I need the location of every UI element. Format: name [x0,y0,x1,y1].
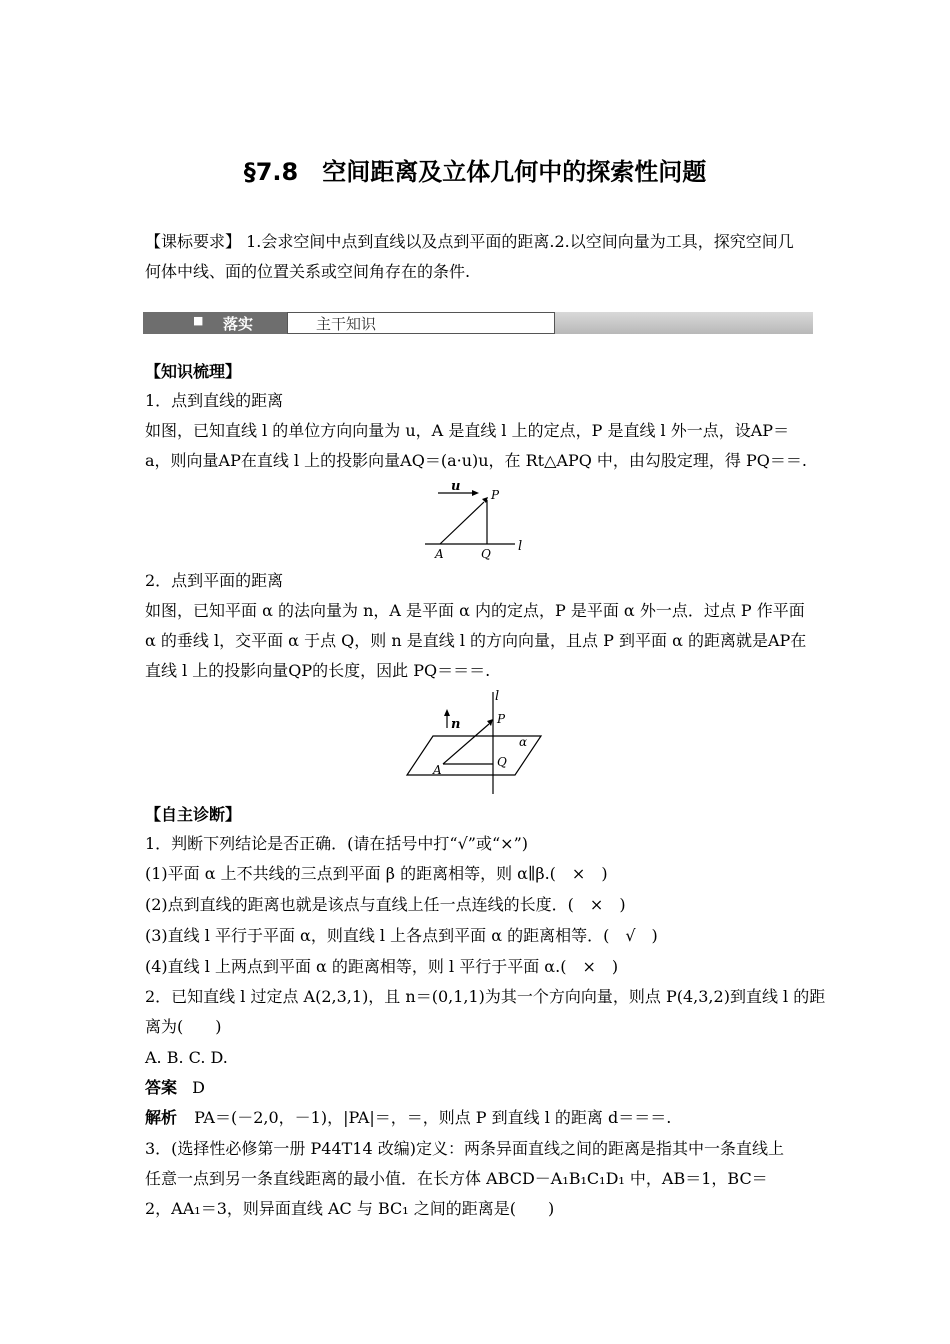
explanation-text: PA＝(－2,0，－1)，|PA|＝，＝，则点 P 到直线 l 的距离 d＝＝＝. [194,1108,672,1127]
q3-line-2: 任意一点到另一条直线距离的最小值．在长方体 ABCD－A₁B₁C₁D₁ 中，AB＝1，BC＝ [145,1169,768,1188]
s1-title: 1．点到直线的距离 [145,391,284,410]
q3-line-1: 3．(选择性必修第一册 P44T14 改编)定义：两条异面直线之间的距离是指其中一条直线上 [145,1139,784,1158]
fig1-label-l: l [518,539,523,554]
banner-marker: ■ [193,314,204,327]
q2-line-2: 离为( ) [145,1017,222,1036]
fig1-label-u: u [451,479,461,494]
diagnosis-heading: 【自主诊断】 [145,805,242,824]
q1-item-1: (1)平面 α 上不共线的三点到平面 β 的距离相等，则 α∥β.( × ) [145,864,608,883]
q2-explanation [145,1108,671,1128]
q1-item-3: (3)直线 l 平行于平面 α，则直线 l 上各点到平面 α 的距离相等．( √ ) [145,926,658,945]
s1-para-2: a，则向量AP在直线 l 上的投影向量AQ＝(a·u)u，在 Rt△APQ 中，由勾股定理，得 PQ＝＝. [145,451,807,470]
figure-point-to-plane [405,688,545,796]
banner-box [287,312,555,334]
banner-dark-block [143,312,287,334]
q2-answer [145,1078,205,1098]
q2-options: A. B. C. D. [145,1048,228,1067]
knowledge-heading: 【知识梳理】 [145,362,242,381]
q3-line-3: 2，AA₁＝3，则异面直线 AC 与 BC₁ 之间的距离是( ) [145,1199,555,1218]
s2-para-3: 直线 l 上的投影向量QP的长度，因此 PQ＝＝＝. [145,661,491,680]
banner-tag: 落实 [223,315,254,333]
explanation-label: 解析 [145,1108,178,1127]
q2-line-1: 2．已知直线 l 过定点 A(2,3,1)，且 n＝(0,1,1)为其一个方向向量，则点 P(4,3,2)到直线 l 的距 [145,987,826,1006]
q1-item-4: (4)直线 l 上两点到平面 α 的距离相等，则 l 平行于平面 α.( × ) [145,957,619,976]
requirement-line-1: 【课标要求】 1.会求空间中点到直线以及点到平面的距离.2.以空间向量为工具，探究空间几 [145,232,794,251]
fig2-label-a: A [433,763,442,777]
fig1-label-a: A [435,547,444,561]
fig1-label-q: Q [481,547,491,561]
page-title: §7.8 空间距离及立体几何中的探索性问题 [243,158,707,186]
fig2-label-p: P [497,712,506,726]
section-banner [143,312,813,334]
fig1-label-p: P [491,488,500,502]
q1-item-2: (2)点到直线的距离也就是该点与直线上任一点连线的长度．( × ) [145,895,626,914]
s2-title: 2．点到平面的距离 [145,571,284,590]
s2-para-1: 如图，已知平面 α 的法向量为 n，A 是平面 α 内的定点，P 是平面 α 外一点．过点 P 作平面 [145,601,805,620]
answer-value: D [192,1078,205,1097]
fig2-label-q: Q [497,755,507,769]
fig2-label-alpha: α [519,735,528,749]
banner-label: 主干知识 [316,315,377,333]
fig2-label-l: l [495,689,500,704]
q1-stem: 1．判断下列结论是否正确．(请在括号中打“√”或“×”) [145,834,528,853]
fig2-label-n: n [451,717,461,732]
s1-para-1: 如图，已知直线 l 的单位方向向量为 u，A 是直线 l 上的定点，P 是直线 l 外一点，设AP＝ [145,421,790,440]
figure-point-to-line [420,476,540,562]
s2-para-2: α 的垂线 l，交平面 α 于点 Q，则 n 是直线 l 的方向向量，且点 P 到平面 α 的距离就是AP在 [145,631,807,650]
answer-label: 答案 [145,1078,178,1097]
requirement-line-2: 何体中线、面的位置关系或空间角存在的条件. [145,262,471,281]
